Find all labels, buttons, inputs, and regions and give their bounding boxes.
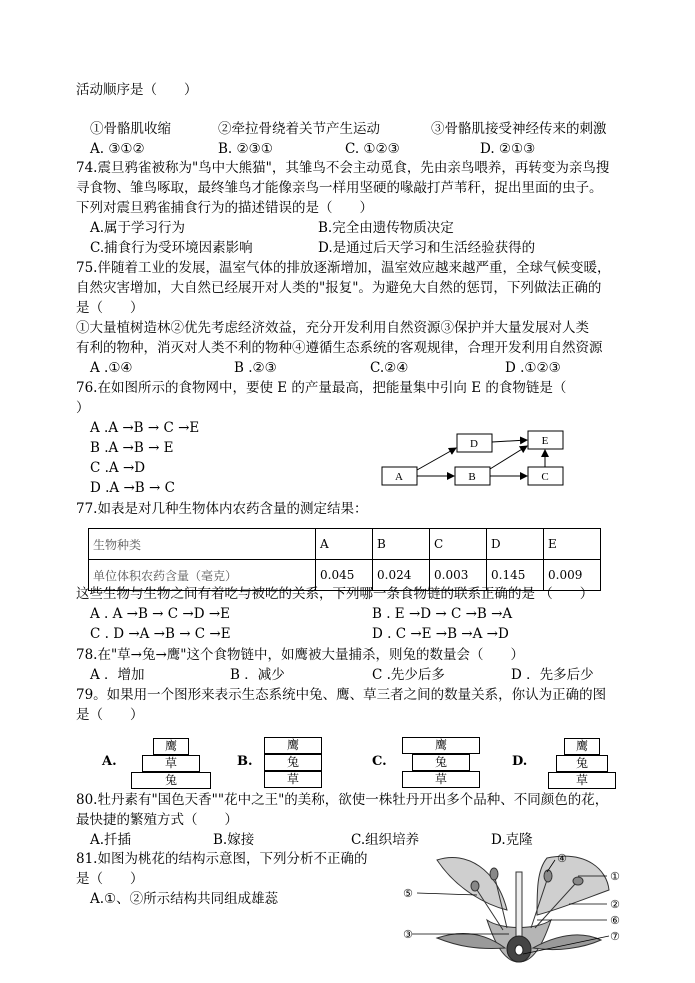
flower-marker-6: ⑥ [610,914,620,927]
q77-stem: 77.如表是对几种生物体内农药含量的测定结果： [76,501,368,517]
flower-marker-3: ③ [403,928,413,941]
arrow-b-e [490,446,527,469]
q73-option-c: C. ①②③ [345,141,400,157]
table-cell: 0.003 [430,560,487,591]
q79-label-a: A. [102,754,117,769]
flower-marker-5: ⑤ [403,887,413,900]
q76-option-c: C .A →D [90,460,146,476]
arrow-d-e [492,440,527,442]
q75-line-2: 自然灾害增加，大自然已经展开对人类的"报复"。为避免大自然的惩罚，下列做法正确的 [76,280,602,296]
pyramid-level: 草 [402,771,480,788]
q73-option-a: A. ③①② [90,141,145,157]
q73-item-2: ②牵拉骨绕着关节产生运动 [218,121,380,137]
q81-option-a: A.①、②所示结构共同组成雄蕊 [90,891,279,907]
q80-option-c: C.组织培养 [351,832,420,848]
q75-option-d: D .①②③ [505,360,561,376]
q76-line-2: ） [76,400,90,416]
table-cell: E [544,529,601,560]
table-cell: 0.045 [316,560,373,591]
q79-label-b: B. [237,754,253,769]
table-cell: 0.145 [487,560,544,591]
pyramid-level: 鹰 [153,738,189,755]
flower-marker-2: ② [610,898,620,911]
q74-line-2: 寻食物、雏鸟啄取，最终雏鸟才能像亲鸟一样用坚硬的喙敲打芦苇秆，捉出里面的虫子。 [76,180,603,196]
q81-line-2: 是（ ） [76,871,144,887]
q74-option-c: C.捕食行为受环境因素影响 [90,240,253,256]
flower-marker-7: ⑦ [610,930,620,943]
table-cell: D [487,529,544,560]
q73-item-3: ③骨骼肌接受神经传来的刺激 [431,121,607,137]
ovule-shape [515,945,523,955]
table-cell: B [373,529,430,560]
q73-stem: 活动顺序是（ ） [76,82,198,98]
flower-marker-4: ④ [557,852,567,865]
q74-option-a: A.属于学习行为 [90,220,186,236]
table-row-species [89,529,601,560]
q79-line-1: 79。如果用一个图形来表示生态系统中兔、鹰、草三者之间的数量关系，你认为正确的图 [76,687,607,703]
q73-option-d: D. ②①③ [480,141,536,157]
q77-option-d: D . C →E →B →A →D [372,626,509,642]
table-cell: A [316,529,373,560]
web-node-c: C [541,471,549,483]
q73-option-b: B. ②③① [218,141,273,157]
flower-marker-1: ① [610,870,620,883]
q77-pesticide-table [88,528,601,591]
q75-option-c: C.②④ [370,360,409,376]
pyramid-level: 兔 [131,772,211,789]
web-node-a: A [395,471,403,483]
q79-label-c: C. [372,754,387,769]
pyramid-level: 鹰 [264,737,322,754]
q75-option-a: A .①④ [90,360,133,376]
q77-option-a: A . A →B → C →D →E [90,606,231,622]
q75-line-1: 75.伴随着工业的发展，温室气体的排放逐渐增加，温室效应越来越严重，全球气候变暖， [76,260,611,276]
q74-line-3: 下列对震旦鸦雀捕食行为的描述错误的是（ ） [76,200,373,216]
q75-line-3: 是（ ） [76,300,144,316]
q80-line-1: 80.牡丹素有"国色天香""花中之王"的美称，欲使一株牡丹开出多个品种、不同颜色的花， [76,792,609,808]
table-header-content: 单位体积农药含量（毫克） [89,560,316,591]
pyramid-level: 兔 [412,754,470,771]
q74-option-d: D.是通过后天学习和生活经验获得的 [318,240,536,256]
q77-option-c: C . D →A →B → C →E [90,626,231,642]
pyramid-level: 兔 [556,755,608,772]
pyramid-level: 草 [548,772,616,789]
table-cell: 0.009 [544,560,601,591]
q75-option-b: B .②③ [234,360,277,376]
pyramid-level: 鹰 [564,738,600,755]
q77-after: 这些生物与生物之间有着吃与被吃的关系，下列哪一条食物链的联系正确的是 （ ） [76,586,594,602]
web-node-b: B [468,471,476,483]
q76-option-a: A .A →B → C →E [90,420,200,436]
q80-option-d: D.克隆 [491,832,533,848]
pyramid-level: 兔 [264,754,322,771]
q80-option-a: A.扦插 [90,832,132,848]
q74-option-b: B.完全由遗传物质决定 [318,220,454,236]
web-node-d: D [470,438,478,450]
style-shape [516,872,522,944]
q80-line-2: 最快捷的繁殖方式（ ） [76,812,238,828]
table-cell: C [430,529,487,560]
q80-option-b: B.嫁接 [213,832,255,848]
q78-option-b: B ．减少 [230,667,285,683]
table-cell: 0.024 [373,560,430,591]
q76-option-d: D .A →B → C [90,480,175,496]
q81-peach-flower-diagram [397,850,633,980]
pyramid-level: 草 [264,771,322,788]
q73-item-1: ①骨骼肌收缩 [90,121,171,137]
web-node-e: E [541,435,549,447]
q75-line-4: ①大量植树造林②优先考虑经济效益，充分开发利用自然资源③保护并大量发展对人类 [76,320,589,336]
q79-line-2: 是（ ） [76,707,144,723]
pyramid-level: 鹰 [402,737,480,754]
q78-option-d: D ．先多后少 [511,667,594,683]
q77-option-b: B . E →D → C →B →A [372,606,513,622]
q78-option-c: C .先少后多 [372,667,445,683]
table-header-species: 生物种类 [89,529,316,560]
q81-line-1: 81.如图为桃花的结构示意图，下列分析不正确的 [76,851,368,867]
arrow-a-d [417,448,456,470]
q76-line-1: 76.在如图所示的食物网中，要使 E 的产量最高，把能量集中引向 E 的食物链是（ [76,380,567,396]
pyramid-level: 草 [142,755,200,772]
q79-label-d: D. [512,754,528,769]
q76-food-web-diagram [378,426,578,494]
q78-stem: 78.在"草→兔→鹰"这个食物链中，如鹰被大量捕杀，则兔的数量会（ ） [76,647,525,663]
q78-option-a: A ．增加 [90,667,145,683]
q74-line-1: 74.震旦鸦雀被称为"鸟中大熊猫"，其雏鸟不会主动觅食，先由亲鸟喂养，再转变为亲鸟搜 [76,160,610,176]
q76-option-b: B .A →B → E [90,440,174,456]
q75-line-5: 有利的物种，消灭对人类不利的物种④遵循生态系统的客观规律，合理开发利用自然资源 [76,340,603,356]
